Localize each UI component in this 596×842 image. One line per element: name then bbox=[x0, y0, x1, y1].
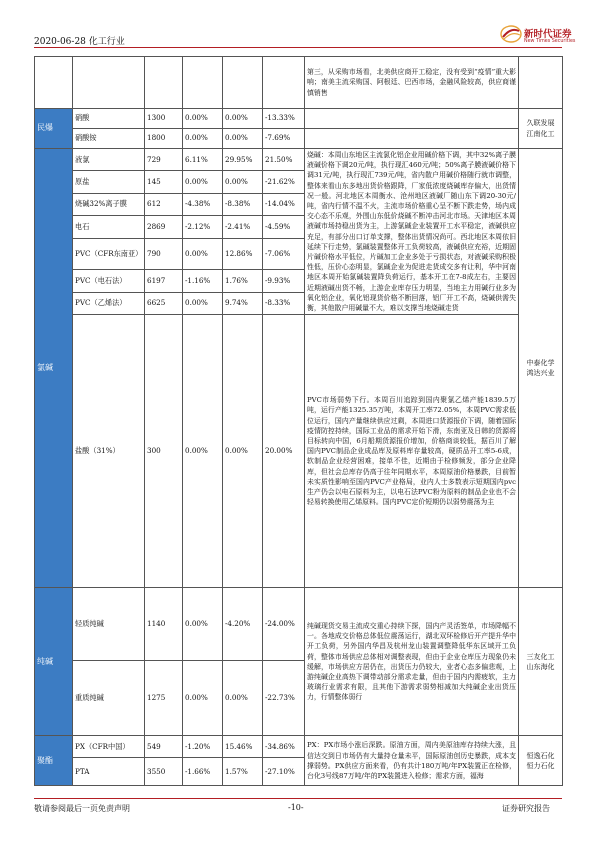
page-number: -10- bbox=[288, 803, 304, 812]
price-value: 6197 bbox=[145, 270, 183, 292]
monthly-change: 29.95% bbox=[223, 149, 263, 171]
empty-cell bbox=[145, 57, 183, 109]
logo-globe-icon bbox=[500, 25, 522, 43]
price-value: 549 bbox=[145, 736, 183, 758]
weekly-change: -1.20% bbox=[183, 736, 223, 758]
weekly-change: 0.00% bbox=[183, 588, 223, 661]
product-name: 硝酸 bbox=[73, 109, 145, 129]
price-value: 2869 bbox=[145, 216, 183, 238]
table-row bbox=[35, 149, 563, 171]
price-value: 1300 bbox=[145, 109, 183, 129]
monthly-change: 1.76% bbox=[223, 270, 263, 292]
price-value: 145 bbox=[145, 171, 183, 193]
product-name: 硝酸铵 bbox=[73, 129, 145, 149]
monthly-change: 15.46% bbox=[223, 736, 263, 758]
logo-text-en: New Times Securities bbox=[524, 39, 576, 44]
report-date-sector: 2020-06-28 化工行业 bbox=[34, 37, 125, 47]
price-value: 300 bbox=[145, 315, 183, 588]
empty-cell bbox=[519, 57, 563, 109]
monthly-change: 9.74% bbox=[223, 292, 263, 314]
product-name: PX（CFR中国） bbox=[73, 736, 145, 758]
yearly-change: -13.33% bbox=[263, 109, 305, 129]
market-commentary: PVC市场弱势下行。本周百川追踪到国内聚氯乙烯产能1839.5万吨，运行产能1325.35万吨，本周开工率72.05%，本周PVC需求低位运行，国内产量继续供应过剩，本周进口货源报价下调，随着国际疫情防控持续，国际工业品的需求开始下滑，东南亚及日韩的货源将目标转向中国，6月船期货源报价增加，价格商谈较低，据百川了解国内PVC制品企业成品库及原料库存量较高，硬质品开工率5-6成，软制品企业经营困难，接单不佳，近期由于检修频发，部分企业降库，但社会总库存仍高于往年同期水平，本周原油价格暴跌，目前暂未实质性影响至国内PVC产业格局，业内人士多数表示短期国内pvc生产仍会以电石原料为主，以电石法PVC粉为原料的制品企业也不会轻易转换使用乙烯原料。国内PVC定价短期仍以弱势震荡为主 bbox=[305, 315, 519, 588]
category-label: 民爆 bbox=[35, 109, 73, 149]
yearly-change: -34.86% bbox=[263, 736, 305, 758]
monthly-change: 12.86% bbox=[223, 238, 263, 270]
product-name: 电石 bbox=[73, 216, 145, 238]
monthly-change: 0.00% bbox=[223, 129, 263, 149]
product-name: 液氯 bbox=[73, 149, 145, 171]
report-type: 证券研究报告 bbox=[502, 804, 550, 813]
weekly-change: 0.00% bbox=[183, 171, 223, 193]
empty-cell bbox=[223, 57, 263, 109]
category-label: 纯碱 bbox=[35, 588, 73, 736]
product-name: 原盐 bbox=[73, 171, 145, 193]
monthly-change: 1.57% bbox=[223, 758, 263, 786]
weekly-change: 0.00% bbox=[183, 661, 223, 736]
header-rule bbox=[34, 47, 562, 48]
yearly-change: -7.06% bbox=[263, 238, 305, 270]
monthly-change: 0.00% bbox=[223, 171, 263, 193]
weekly-change: -2.12% bbox=[183, 216, 223, 238]
empty-cell bbox=[305, 129, 519, 149]
yearly-change: -22.73% bbox=[263, 661, 305, 736]
table-row bbox=[35, 129, 563, 149]
price-value: 1800 bbox=[145, 129, 183, 149]
category-label: 聚酯 bbox=[35, 736, 73, 786]
monthly-change: -2.41% bbox=[223, 216, 263, 238]
related-companies: 恒逸石化 恒力石化 bbox=[519, 736, 563, 786]
empty-cell bbox=[263, 57, 305, 109]
table-row bbox=[35, 109, 563, 129]
market-commentary: 纯碱现货交易主流成交重心持续下探，国内产灵活签单，市场降幅不一。各地成交价格总体低位震荡运行，湖北双环检修后开产提升华中开工负荷，另外国内华昌及杭州龙山装置调整降低华东区域开工负荷，整体市场供应总体相对调整表现，但由于企业仓库压力现象仍未缓解，市场供应方居仍在，出货压力仍较大，业者心态多偏悲观，上游纯碱企业高热下调带动部分需求走量，但由于国内内需疲软，主力玻璃行业需求有限，且其他下游需求弱势相减加大纯碱企业出货压力，行情整体弱行 bbox=[305, 588, 519, 736]
footer-disclaimer: 敬请参阅最后一页免责声明 bbox=[34, 804, 130, 813]
price-value: 612 bbox=[145, 193, 183, 215]
price-value: 3550 bbox=[145, 758, 183, 786]
related-companies: 中泰化学 鸿达兴业 bbox=[519, 149, 563, 588]
table-row bbox=[35, 736, 563, 758]
market-commentary: 第三，从采购市场看，北美供应商开工稳定，没有受到“疫情”重大影响；南美主流采购国、阿根廷、巴西市场，金融风险较高，供应商谨慎销售 bbox=[305, 57, 519, 109]
weekly-change: -4.38% bbox=[183, 193, 223, 215]
monthly-change: 0.00% bbox=[223, 315, 263, 588]
monthly-change: 0.00% bbox=[223, 109, 263, 129]
product-name: 轻质纯碱 bbox=[73, 588, 145, 661]
table-row bbox=[35, 57, 563, 109]
price-value: 790 bbox=[145, 238, 183, 270]
price-value: 1140 bbox=[145, 588, 183, 661]
empty-cell bbox=[73, 57, 145, 109]
yearly-change: -14.04% bbox=[263, 193, 305, 215]
price-table bbox=[34, 56, 563, 786]
product-name: PVC（乙烯法） bbox=[73, 292, 145, 314]
yearly-change: -21.62% bbox=[263, 171, 305, 193]
yearly-change: -9.93% bbox=[263, 270, 305, 292]
product-name: PVC（CFR东南亚） bbox=[73, 238, 145, 270]
weekly-change: 0.00% bbox=[183, 292, 223, 314]
footer-rule bbox=[34, 798, 562, 799]
market-commentary: PX：PX市场小涨后深跌。原油方面，周内美原油库存持续大涨，且信达交到日市场仍有大量持仓量未平，国际原油创历史暴跌，成本支撑弱势。PX供应方面来看，仍有共计180万吨/年PX装置正在检修，台化3号线87万吨/年的PX装置进入检修；需求方面，福海 bbox=[305, 736, 519, 786]
monthly-change: -4.20% bbox=[223, 588, 263, 661]
logo-text-cn: 新时代证券 bbox=[524, 29, 572, 40]
yearly-change: -24.00% bbox=[263, 588, 305, 661]
related-companies: 久联发展 江南化工 bbox=[519, 109, 563, 149]
yearly-change: -27.10% bbox=[263, 758, 305, 786]
weekly-change: 0.00% bbox=[183, 129, 223, 149]
empty-cell bbox=[183, 57, 223, 109]
yearly-change: -7.69% bbox=[263, 129, 305, 149]
market-commentary: 烧碱：本周山东地区主流氯化铝企业用碱价格下调，其中32%离子膜液碱价格下调20元/吨，执行现汇460元/吨；50%离子膜液碱价格下调31元/吨，执行现汇739元/吨，省内散户用碱价格随行就市调整，整体来看山东多地出货价格跟降，厂家低浓度烧碱库存偏大，出货情况一般。河北地区本周衡水、沧州地区液碱厂随山东下调20-30元/吨，省内行情不温不火，主流市场价格重心呈不断下跌走势，场内成交心态不乐观，外围山东低价烧碱不断冲击河北市场。天津地区本周液碱市场持稳出货为主，上游氯碱企业装置开工水平稳定，液碱供应充足，有部分出口订单支撑，整体出货情况尚可。西北地区本周依旧延续下行走势，氯碱装置整体开工负荷较高，液碱供应充裕，近期固片碱价格水平低位，片碱加工企业多处于亏损状态，对液碱采购积极性低，压价心态明显，氯碱企业为促进走货成交多有让利，华中河南地区本周开始氯碱装置降负荷运行，基本开工在7-8成左右，主要因近期液碱出货不畅，上游企业库存压力明显，当地主力用碱行业多为氧化铝企业，氧化铝现货价格不断回落，铝厂开工不高，烧碱供需失衡，其他散户用碱量不大，难以支撑当地烧碱走货 bbox=[305, 149, 519, 315]
weekly-change: 0.00% bbox=[183, 238, 223, 270]
product-name: 重质纯碱 bbox=[73, 661, 145, 736]
weekly-change: -1.16% bbox=[183, 270, 223, 292]
monthly-change: -8.38% bbox=[223, 193, 263, 215]
table-row bbox=[35, 588, 563, 661]
empty-cell bbox=[305, 109, 519, 129]
product-name: PTA bbox=[73, 758, 145, 786]
empty-cell bbox=[35, 57, 73, 109]
price-value: 1275 bbox=[145, 661, 183, 736]
weekly-change: 6.11% bbox=[183, 149, 223, 171]
product-name: 烧碱32%离子膜 bbox=[73, 193, 145, 215]
category-label: 氯碱 bbox=[35, 149, 73, 588]
weekly-change: 0.00% bbox=[183, 109, 223, 129]
price-value: 729 bbox=[145, 149, 183, 171]
price-value: 6625 bbox=[145, 292, 183, 314]
yearly-change: -8.33% bbox=[263, 292, 305, 314]
weekly-change: 0.00% bbox=[183, 315, 223, 588]
yearly-change: 20.00% bbox=[263, 315, 305, 588]
product-name: PVC（电石法） bbox=[73, 270, 145, 292]
yearly-change: -4.59% bbox=[263, 216, 305, 238]
monthly-change: 0.00% bbox=[223, 661, 263, 736]
table-row bbox=[35, 315, 563, 588]
weekly-change: -1.66% bbox=[183, 758, 223, 786]
yearly-change: 21.50% bbox=[263, 149, 305, 171]
product-name: 盐酸（31%） bbox=[73, 315, 145, 588]
related-companies: 三友化工 山东海化 bbox=[519, 588, 563, 736]
